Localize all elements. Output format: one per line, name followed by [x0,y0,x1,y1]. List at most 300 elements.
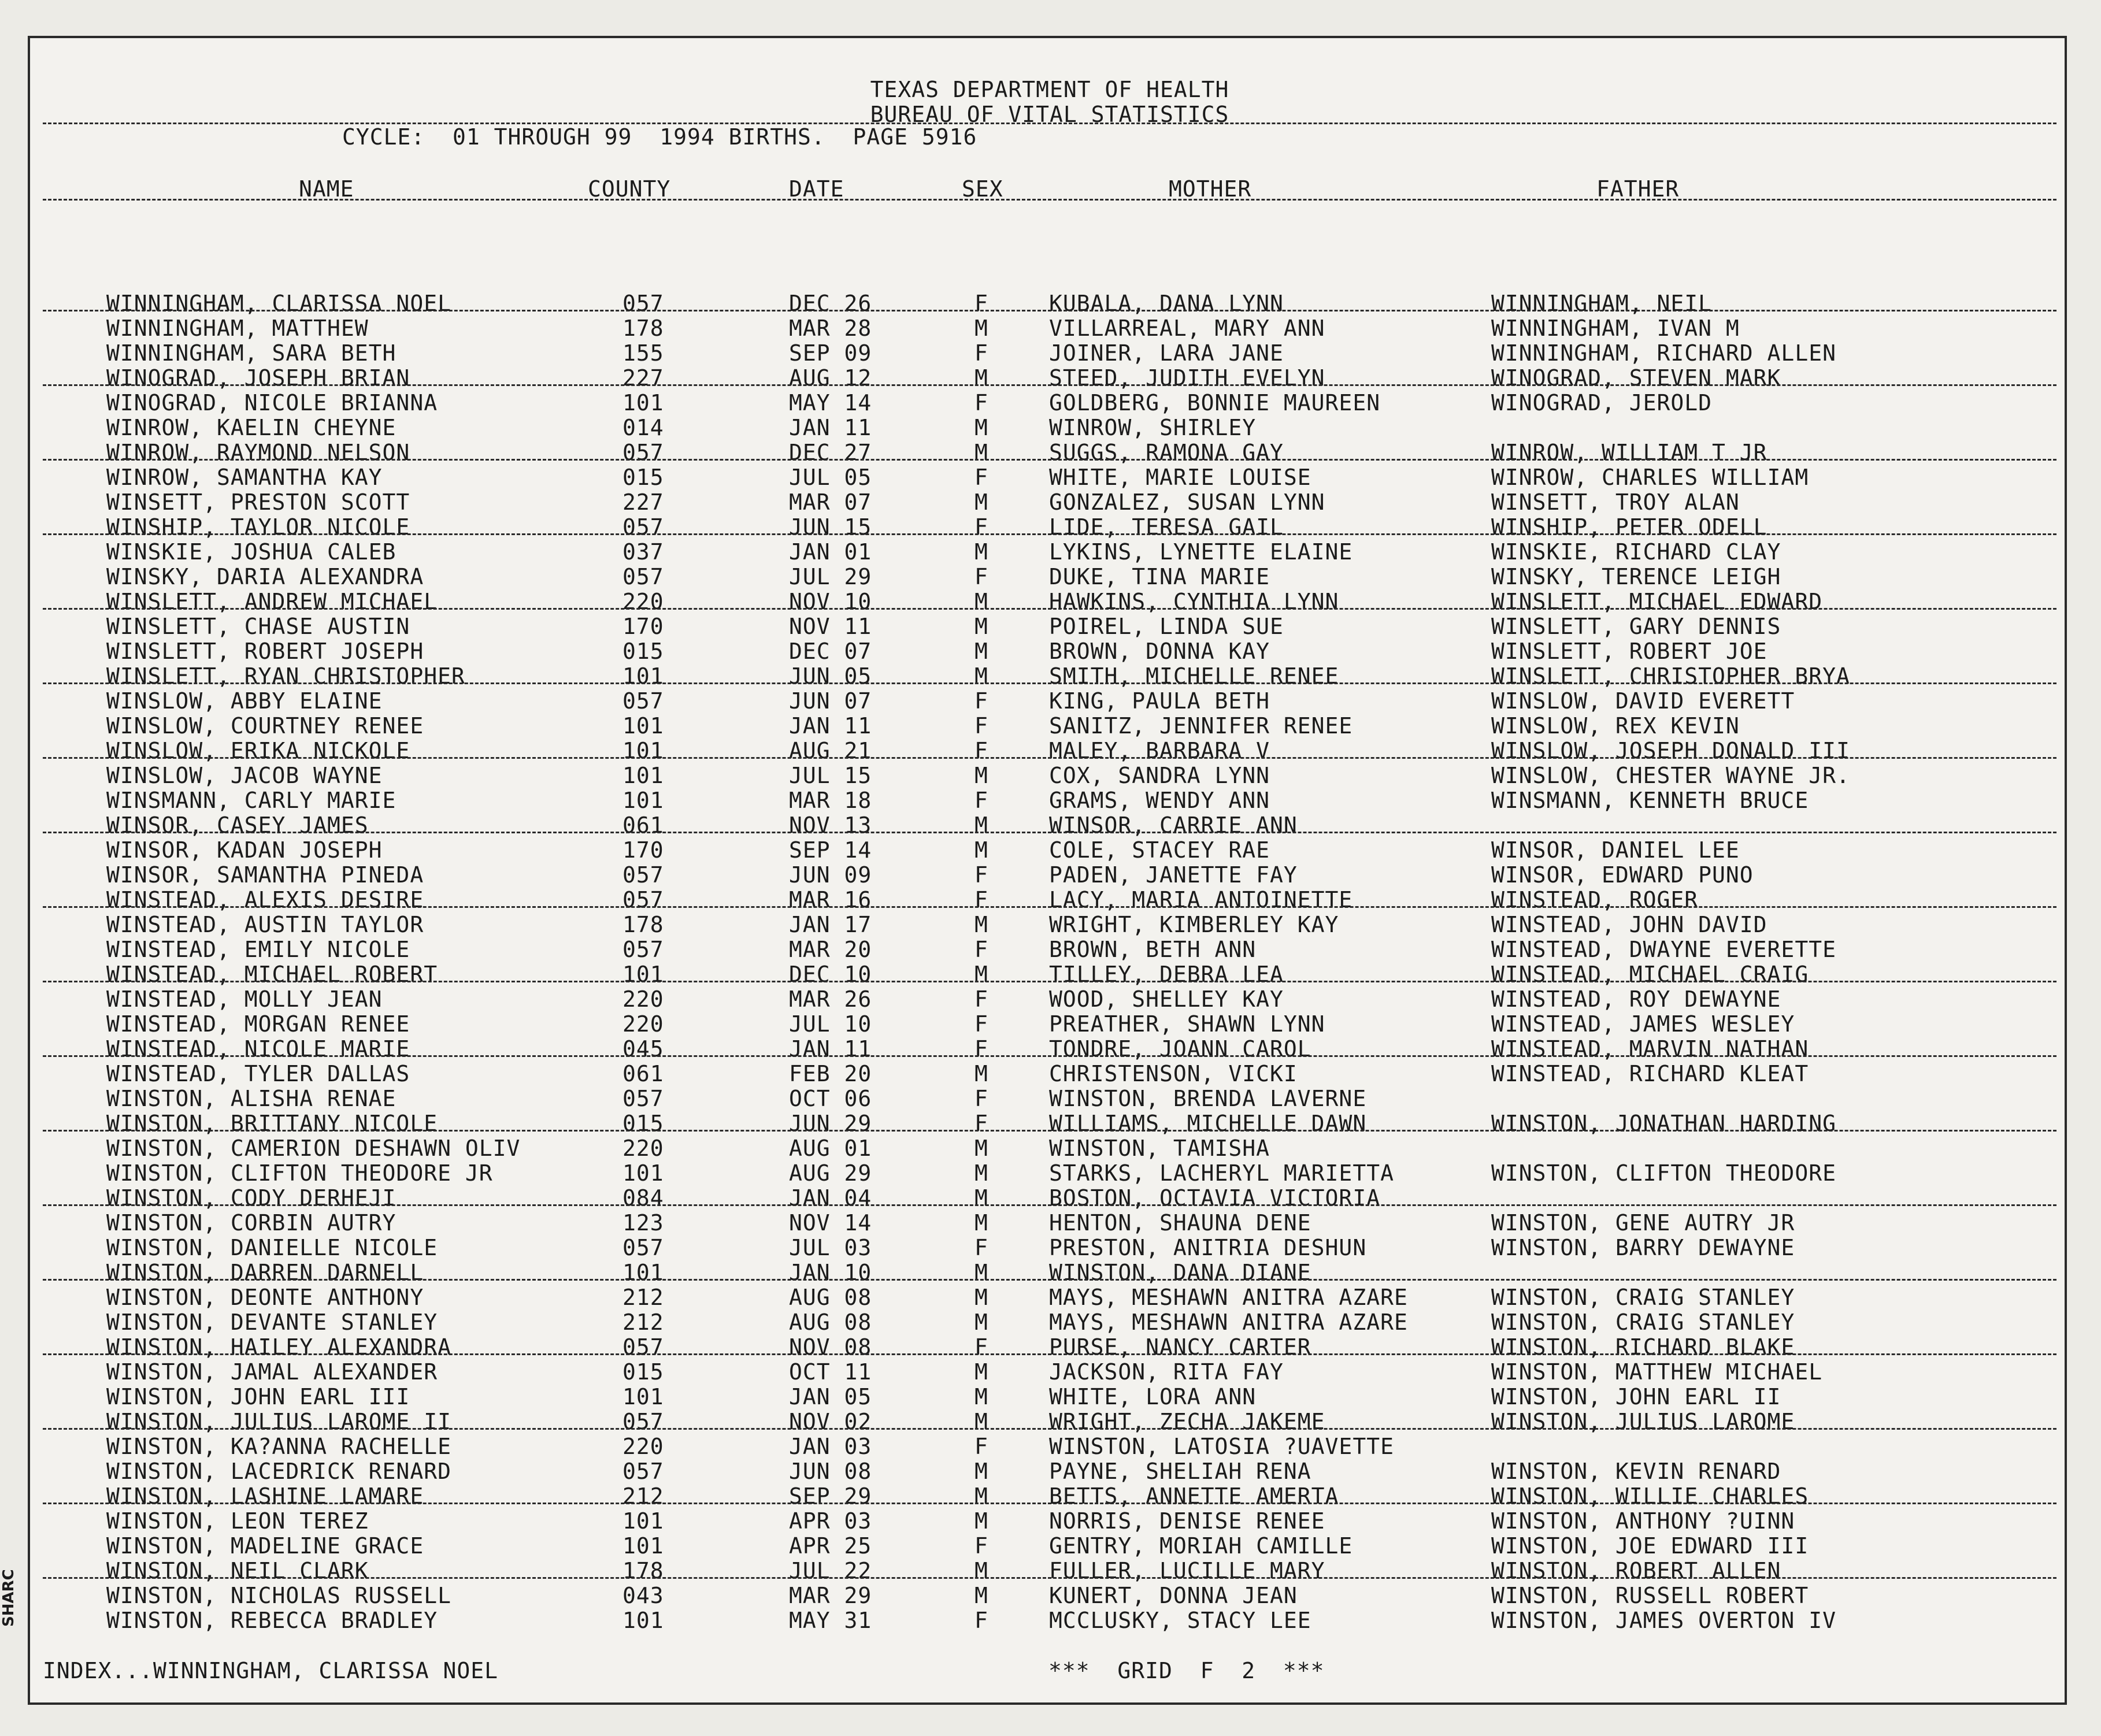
cell-name: WINSTEAD, MICHAEL ROBERT [106,962,438,987]
cell-date: SEP 29 [789,1483,872,1509]
cell-name: WINSHIP, TAYLOR NICOLE [106,514,410,540]
cell-county: 212 [622,1310,664,1335]
cell-father: WINNINGHAM, NEIL [1491,291,1713,316]
cell-date: JAN 01 [789,539,872,565]
table-row [30,1161,2065,1186]
cell-date: AUG 01 [789,1136,872,1161]
cell-father: WINSTON, CRAIG STANLEY [1491,1310,1795,1335]
header-rule-bottom [43,199,2056,201]
cell-father: WINSTON, JAMES OVERTON IV [1491,1608,1836,1633]
cell-county: 057 [622,1086,664,1111]
cell-sex: F [974,390,988,416]
cell-father: WINSTON, WILLIE CHARLES [1491,1483,1809,1509]
cell-date: OCT 11 [789,1359,872,1385]
cell-name: WINSTON, DEVANTE STANLEY [106,1310,438,1335]
cell-date: JUN 09 [789,862,872,888]
cell-sex: M [974,415,988,440]
cell-mother: PADEN, JANETTE FAY [1049,862,1298,888]
cell-sex: M [974,639,988,664]
cell-county: 220 [622,986,664,1012]
table-row [30,391,2065,416]
cell-mother: KUNERT, DONNA JEAN [1049,1583,1298,1608]
cell-father: WINSTEAD, JAMES WESLEY [1491,1011,1795,1037]
cell-county: 101 [622,1260,664,1285]
cell-father: WINSKIE, RICHARD CLAY [1491,539,1781,565]
cell-father: WINROW, CHARLES WILLIAM [1491,465,1809,490]
cell-sex: M [974,1508,988,1534]
cell-date: NOV 11 [789,614,872,639]
cell-sex: F [974,1111,988,1136]
cell-name: WINSOR, CASEY JAMES [106,813,369,838]
table-row [30,1037,2065,1062]
cell-sex: F [974,788,988,813]
cell-father: WINSLETT, ROBERT JOE [1491,639,1767,664]
table-row [30,565,2065,589]
cell-mother: COX, SANDRA LYNN [1049,763,1270,788]
cell-mother: GONZALEZ, SUSAN LYNN [1049,489,1325,515]
cell-date: AUG 29 [789,1160,872,1186]
cell-county: 227 [622,489,664,515]
cell-county: 015 [622,465,664,490]
cell-sex: M [974,663,988,689]
cell-date: SEP 14 [789,837,872,863]
cell-sex: F [974,1434,988,1459]
cell-county: 057 [622,688,664,714]
table-row [30,937,2065,962]
cell-mother: CHRISTENSON, VICKI [1049,1061,1298,1086]
cell-name: WINSKY, DARIA ALEXANDRA [106,564,424,589]
cell-sex: M [974,1583,988,1608]
cell-mother: WHITE, LORA ANN [1049,1384,1257,1409]
table-row [30,1608,2065,1633]
cell-date: NOV 13 [789,813,872,838]
cell-father: WINSTEAD, DWAYNE EVERETTE [1491,937,1836,962]
cell-county: 220 [622,1136,664,1161]
cell-father: WINSTEAD, JOHN DAVID [1491,912,1767,937]
cell-mother: LYKINS, LYNETTE ELAINE [1049,539,1353,565]
cell-county: 178 [622,912,664,937]
cell-father: WINSTEAD, RICHARD KLEAT [1491,1061,1809,1086]
cell-county: 101 [622,1384,664,1409]
cell-mother: BROWN, DONNA KAY [1049,639,1270,664]
table-row [30,1111,2065,1136]
cell-father: WINSETT, TROY ALAN [1491,489,1740,515]
table-row [30,1086,2065,1111]
cell-mother: WINSTON, BRENDA LAVERNE [1049,1086,1367,1111]
cell-mother: STEED, JUDITH EVELYN [1049,365,1325,391]
cell-father: WINSTON, JONATHAN HARDING [1491,1111,1836,1136]
cell-mother: HENTON, SHAUNA DENE [1049,1210,1311,1236]
cell-father: WINSTEAD, ROY DEWAYNE [1491,986,1781,1012]
cell-mother: PURSE, NANCY CARTER [1049,1334,1311,1360]
cell-mother: WILLIAMS, MICHELLE DAWN [1049,1111,1367,1136]
cell-county: 212 [622,1483,664,1509]
cell-date: JAN 10 [789,1260,872,1285]
cell-sex: F [974,887,988,912]
cell-mother: WINSOR, CARRIE ANN [1049,813,1298,838]
cell-sex: M [974,1160,988,1186]
cell-name: WINSTON, NEIL CLARK [106,1558,369,1583]
cell-sex: F [974,564,988,589]
cell-name: WINSTON, JOHN EARL III [106,1384,410,1409]
cell-sex: M [974,1136,988,1161]
cell-mother: BETTS, ANNETTE AMERTA [1049,1483,1339,1509]
cell-county: 057 [622,937,664,962]
cell-mother: TILLEY, DEBRA LEA [1049,962,1284,987]
cell-name: WINROW, SAMANTHA KAY [106,465,383,490]
table-row [30,316,2065,341]
cell-sex: F [974,1036,988,1062]
cell-sex: F [974,986,988,1012]
table-row [30,1360,2065,1385]
cell-date: AUG 08 [789,1310,872,1335]
table-row [30,515,2065,540]
table-row [30,987,2065,1012]
cell-date: JAN 03 [789,1434,872,1459]
table-row [30,1459,2065,1484]
cell-county: 057 [622,514,664,540]
cell-date: JUL 29 [789,564,872,589]
cell-sex: M [974,1558,988,1583]
ledger-page [28,36,2067,1705]
side-stamp: SHARC [0,1569,17,1627]
cell-name: WINSTON, KA?ANNA RACHELLE [106,1434,451,1459]
cell-date: MAY 31 [789,1608,872,1633]
cell-county: 227 [622,365,664,391]
cell-name: WINOGRAD, JOSEPH BRIAN [106,365,410,391]
cell-father: WINSTON, ANTHONY ?UINN [1491,1508,1795,1534]
cell-sex: F [974,1334,988,1360]
cell-date: JUL 15 [789,763,872,788]
cell-father: WINROW, WILLIAM T JR [1491,440,1767,465]
column-header-father: FATHER [1596,176,1680,202]
cell-date: DEC 07 [789,639,872,664]
cell-mother: PRESTON, ANITRIA DESHUN [1049,1235,1367,1260]
cell-date: JAN 05 [789,1384,872,1409]
cell-name: WINSTON, REBECCA BRADLEY [106,1608,438,1633]
table-row [30,1285,2065,1310]
cell-county: 220 [622,1434,664,1459]
cell-mother: KING, PAULA BETH [1049,688,1270,714]
table-row [30,366,2065,391]
table-row [30,1136,2065,1161]
cell-father: WINSTEAD, ROGER [1491,887,1699,912]
cell-date: NOV 08 [789,1334,872,1360]
cell-mother: FULLER, LUCILLE MARY [1049,1558,1325,1583]
cell-sex: F [974,1086,988,1111]
cell-name: WINSTON, ALISHA RENAE [106,1086,397,1111]
table-row [30,1409,2065,1434]
cell-sex: M [974,962,988,987]
table-row [30,689,2065,714]
cell-sex: F [974,713,988,739]
cell-name: WINSTON, MADELINE GRACE [106,1533,424,1559]
cell-mother: JACKSON, RITA FAY [1049,1359,1284,1385]
table-row [30,1484,2065,1509]
column-header-mother: MOTHER [1169,176,1252,202]
cell-name: WINSOR, SAMANTHA PINEDA [106,862,424,888]
cell-date: JAN 11 [789,713,872,739]
cell-county: 170 [622,614,664,639]
cell-sex: M [974,1210,988,1236]
cell-father: WINSTON, BARRY DEWAYNE [1491,1235,1795,1260]
cell-father: WINSTON, RICHARD BLAKE [1491,1334,1795,1360]
table-row [30,1434,2065,1459]
cell-name: WINSTON, BRITTANY NICOLE [106,1111,438,1136]
cell-sex: M [974,1260,988,1285]
cell-county: 212 [622,1285,664,1310]
cell-mother: STARKS, LACHERYL MARIETTA [1049,1160,1394,1186]
cell-mother: BROWN, BETH ANN [1049,937,1257,962]
cell-sex: M [974,316,988,341]
records-list [30,291,2065,1633]
cell-mother: TONDRE, JOANN CAROL [1049,1036,1311,1062]
cell-name: WINSKIE, JOSHUA CALEB [106,539,397,565]
cell-name: WINSMANN, CARLY MARIE [106,788,397,813]
cell-mother: LIDE, TERESA GAIL [1049,514,1284,540]
cell-sex: M [974,1384,988,1409]
cell-father: WINSHIP, PETER ODELL [1491,514,1767,540]
cell-county: 101 [622,1160,664,1186]
cell-mother: POIREL, LINDA SUE [1049,614,1284,639]
table-row [30,416,2065,440]
cell-date: DEC 10 [789,962,872,987]
cell-name: WINNINGHAM, SARA BETH [106,340,397,366]
cell-father: WINSTON, RUSSELL ROBERT [1491,1583,1809,1608]
cell-sex: F [974,862,988,888]
cell-sex: M [974,813,988,838]
cell-name: WINSTON, CAMERION DESHAWN OLIV [106,1136,521,1161]
table-row [30,490,2065,515]
cell-mother: HAWKINS, CYNTHIA LYNN [1049,589,1339,614]
cell-date: JAN 11 [789,1036,872,1062]
cell-name: WINSTEAD, MOLLY JEAN [106,986,383,1012]
cell-county: 220 [622,1011,664,1037]
cell-father: WINSMANN, KENNETH BRUCE [1491,788,1809,813]
cell-sex: M [974,440,988,465]
cell-sex: F [974,937,988,962]
cell-name: WINSLETT, ROBERT JOSEPH [106,639,424,664]
cell-father: WINSTON, JOHN EARL II [1491,1384,1781,1409]
cell-mother: WINSTON, LATOSIA ?UAVETTE [1049,1434,1394,1459]
cell-mother: WHITE, MARIE LOUISE [1049,465,1311,490]
cell-county: 057 [622,1409,664,1434]
cell-county: 178 [622,316,664,341]
table-row [30,813,2065,838]
cell-mother: WINROW, SHIRLEY [1049,415,1257,440]
cell-mother: NORRIS, DENISE RENEE [1049,1508,1325,1534]
cell-name: WINSLOW, COURTNEY RENEE [106,713,424,739]
cell-county: 123 [622,1210,664,1236]
cell-sex: F [974,514,988,540]
cell-sex: F [974,688,988,714]
cell-name: WINSTON, LASHINE LAMARE [106,1483,424,1509]
cell-date: MAR 07 [789,489,872,515]
cell-name: WINNINGHAM, MATTHEW [106,316,369,341]
cell-name: WINROW, KAELIN CHEYNE [106,415,397,440]
cell-name: WINSLOW, ABBY ELAINE [106,688,383,714]
cell-sex: M [974,912,988,937]
cell-father: WINSTON, ROBERT ALLEN [1491,1558,1781,1583]
cell-county: 057 [622,887,664,912]
table-row [30,763,2065,788]
table-row [30,1260,2065,1285]
cell-mother: SMITH, MICHELLE RENEE [1049,663,1339,689]
table-row [30,1385,2065,1409]
cell-county: 101 [622,713,664,739]
cell-father: WINOGRAD, JEROLD [1491,390,1713,416]
cell-date: NOV 10 [789,589,872,614]
cell-father: WINSTON, GENE AUTRY JR [1491,1210,1795,1236]
cell-mother: PAYNE, SHELIAH RENA [1049,1459,1311,1484]
cell-county: 015 [622,1359,664,1385]
cell-date: JAN 04 [789,1185,872,1211]
cell-father: WINNINGHAM, RICHARD ALLEN [1491,340,1836,366]
cell-mother: SUGGS, RAMONA GAY [1049,440,1284,465]
cell-name: WINSLOW, ERIKA NICKOLE [106,738,410,763]
cell-name: WINSLETT, ANDREW MICHAEL [106,589,438,614]
table-row [30,1236,2065,1260]
cell-sex: F [974,291,988,316]
cell-county: 178 [622,1558,664,1583]
cell-mother: WINSTON, DANA DIANE [1049,1260,1311,1285]
cell-county: 101 [622,738,664,763]
cell-sex: M [974,1409,988,1434]
cell-father: WINSTON, JOE EDWARD III [1491,1533,1809,1559]
table-row [30,291,2065,316]
column-header-name: NAME [299,176,354,202]
cell-county: 061 [622,813,664,838]
cell-father: WINSTEAD, MARVIN NATHAN [1491,1036,1809,1062]
cell-mother: GRAMS, WENDY ANN [1049,788,1270,813]
table-row [30,1583,2065,1608]
cell-father: WINNINGHAM, IVAN M [1491,316,1740,341]
cell-sex: F [974,465,988,490]
cell-mother: COLE, STACEY RAE [1049,837,1270,863]
cell-father: WINSKY, TERENCE LEIGH [1491,564,1781,589]
cell-mother: VILLARREAL, MARY ANN [1049,316,1325,341]
cell-mother: DUKE, TINA MARIE [1049,564,1270,589]
table-row [30,739,2065,763]
table-row [30,1012,2065,1037]
cell-date: AUG 08 [789,1285,872,1310]
cell-date: NOV 02 [789,1409,872,1434]
cell-mother: MAYS, MESHAWN ANITRA AZARE [1049,1310,1408,1335]
cell-mother: WRIGHT, ZECHA JAKEME [1049,1409,1325,1434]
cell-sex: M [974,763,988,788]
cell-mother: KUBALA, DANA LYNN [1049,291,1284,316]
cell-name: WINSTEAD, EMILY NICOLE [106,937,410,962]
cell-father: WINSOR, DANIEL LEE [1491,837,1740,863]
cell-date: JUN 29 [789,1111,872,1136]
cell-sex: M [974,1459,988,1484]
cell-name: WINSTEAD, AUSTIN TAYLOR [106,912,424,937]
table-row [30,614,2065,639]
cell-county: 061 [622,1061,664,1086]
cell-name: WINSTON, CLIFTON THEODORE JR [106,1160,493,1186]
cell-county: 037 [622,539,664,565]
cell-county: 043 [622,1583,664,1608]
cell-county: 015 [622,639,664,664]
table-row [30,1335,2065,1360]
cell-date: MAR 26 [789,986,872,1012]
cell-father: WINSLETT, GARY DENNIS [1491,614,1781,639]
cell-sex: M [974,1061,988,1086]
cell-county: 057 [622,1235,664,1260]
agency-title: TEXAS DEPARTMENT OF HEALTH [870,77,1229,102]
cell-sex: M [974,365,988,391]
table-row [30,1062,2065,1086]
cell-date: JUN 05 [789,663,872,689]
table-row [30,465,2065,490]
cell-sex: M [974,1310,988,1335]
table-row [30,1534,2065,1559]
cell-sex: M [974,614,988,639]
table-row [30,540,2065,565]
table-row [30,664,2065,689]
cell-sex: M [974,1185,988,1211]
cell-sex: F [974,738,988,763]
cell-date: OCT 06 [789,1086,872,1111]
cell-name: WINROW, RAYMOND NELSON [106,440,410,465]
cell-mother: JOINER, LARA JANE [1049,340,1284,366]
cell-name: WINSTON, HAILEY ALEXANDRA [106,1334,451,1360]
column-header-date: DATE [789,176,844,202]
cell-date: FEB 20 [789,1061,872,1086]
cell-father: WINSLOW, CHESTER WAYNE JR. [1491,763,1850,788]
cell-mother: PREATHER, SHAWN LYNN [1049,1011,1325,1037]
cell-date: MAR 29 [789,1583,872,1608]
cell-name: WINSTON, JAMAL ALEXANDER [106,1359,438,1385]
cell-mother: LACY, MARIA ANTOINETTE [1049,887,1353,912]
table-row [30,639,2065,664]
cell-name: WINSTON, CORBIN AUTRY [106,1210,397,1236]
bureau-title: BUREAU OF VITAL STATISTICS [870,102,1229,127]
cell-county: 101 [622,1608,664,1633]
table-row [30,341,2065,366]
cell-date: APR 25 [789,1533,872,1559]
cell-sex: F [974,1235,988,1260]
cell-sex: M [974,1359,988,1385]
cell-date: MAY 14 [789,390,872,416]
cell-sex: M [974,837,988,863]
table-row [30,440,2065,465]
cell-sex: F [974,1533,988,1559]
cell-county: 101 [622,763,664,788]
cycle-line: CYCLE: 01 THROUGH 99 1994 BIRTHS. PAGE 5916 [342,124,977,150]
cell-date: JUL 22 [789,1558,872,1583]
cell-name: WINSTON, LACEDRICK RENARD [106,1459,451,1484]
cell-date: DEC 26 [789,291,872,316]
cell-sex: M [974,1285,988,1310]
cell-sex: M [974,489,988,515]
cell-county: 057 [622,291,664,316]
cell-name: WINSTON, DANIELLE NICOLE [106,1235,438,1260]
cell-name: WINSTEAD, MORGAN RENEE [106,1011,410,1037]
cell-county: 101 [622,663,664,689]
table-row [30,589,2065,614]
cell-father: WINSLOW, JOSEPH DONALD III [1491,738,1850,763]
cell-name: WINSTON, DEONTE ANTHONY [106,1285,424,1310]
cell-father: WINSLOW, REX KEVIN [1491,713,1740,739]
cell-sex: M [974,589,988,614]
table-row [30,1211,2065,1236]
table-row [30,962,2065,987]
table-row [30,1186,2065,1211]
column-header-sex: SEX [962,176,1003,202]
cell-father: WINSLOW, DAVID EVERETT [1491,688,1795,714]
cell-sex: F [974,1011,988,1037]
